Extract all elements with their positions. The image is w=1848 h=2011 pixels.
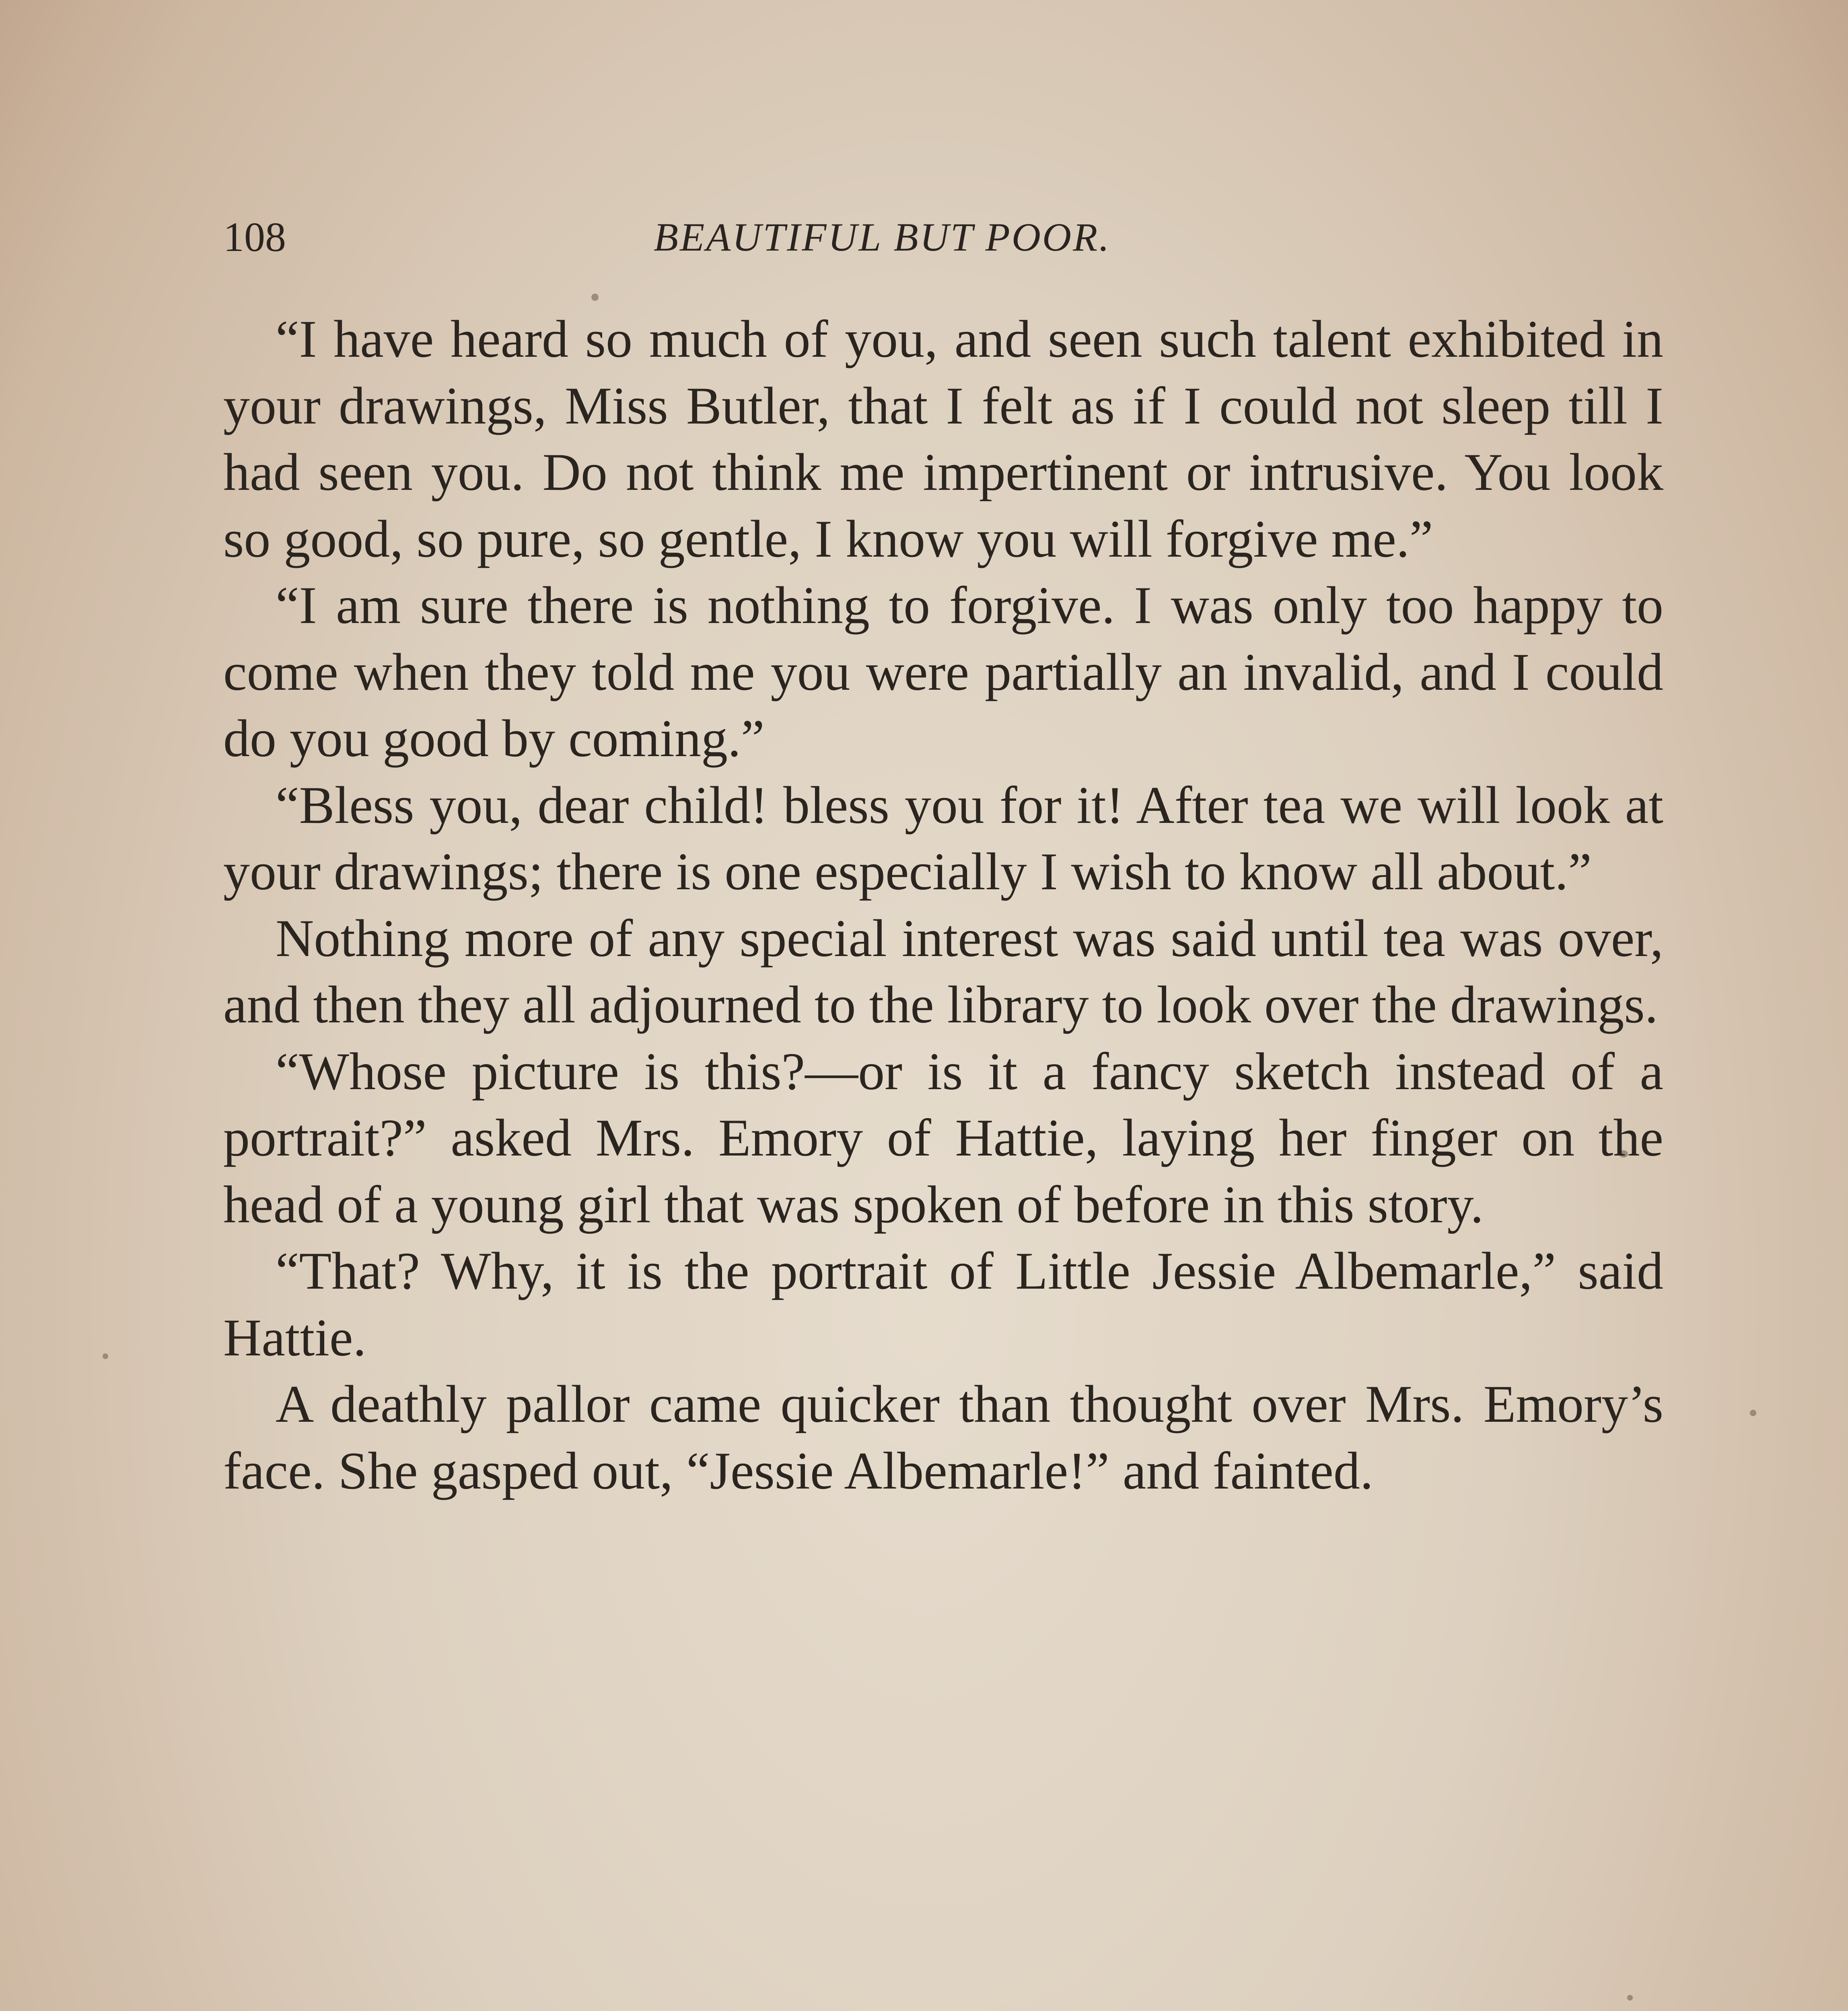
paragraph: “I am sure there is nothing to forgive. I was only too happy to come when they told me you were partially an invalid, and I could do you good by coming.” [223,576,1663,768]
paper-speck [1627,1995,1633,2001]
paragraph: Nothing more of any special interest was said until tea was over, and then they all adjourned to the library to look over the drawings. [223,908,1663,1034]
body-text [223,306,1663,1504]
paper-speck [1750,1410,1756,1416]
paper-speck [103,1353,108,1359]
paragraph: “Bless you, dear child! bless you for it! After tea we will look at your drawings; there is one especially I wish to know all about.” [223,775,1663,901]
page-header [223,209,1655,265]
page-number: 108 [223,214,286,260]
running-head: BEAUTIFUL BUT POOR. [654,215,1111,259]
paragraph: A deathly pallor came quicker than thought over Mrs. Emory’s face. She gasped out, “Jessie Albemarle!” and fainted. [223,1374,1663,1500]
paragraph: “Whose picture is this?—or is it a fancy sketch instead of a portrait?” asked Mrs. Emory of Hattie, laying her finger on the head of a young girl that was spoken of before in this story. [223,1041,1663,1234]
paragraph: “That? Why, it is the portrait of Little Jessie Albemarle,” said Hattie. [223,1241,1663,1367]
paragraph: “I have heard so much of you, and seen such talent exhibited in your drawings, Miss Butler, that I felt as if I could not sleep till I had seen you. Do not think me impertinent or intrusive. You look so good, so pure, so gentle, I know you will forgive me.” [223,309,1663,568]
paper-speck [591,294,599,301]
